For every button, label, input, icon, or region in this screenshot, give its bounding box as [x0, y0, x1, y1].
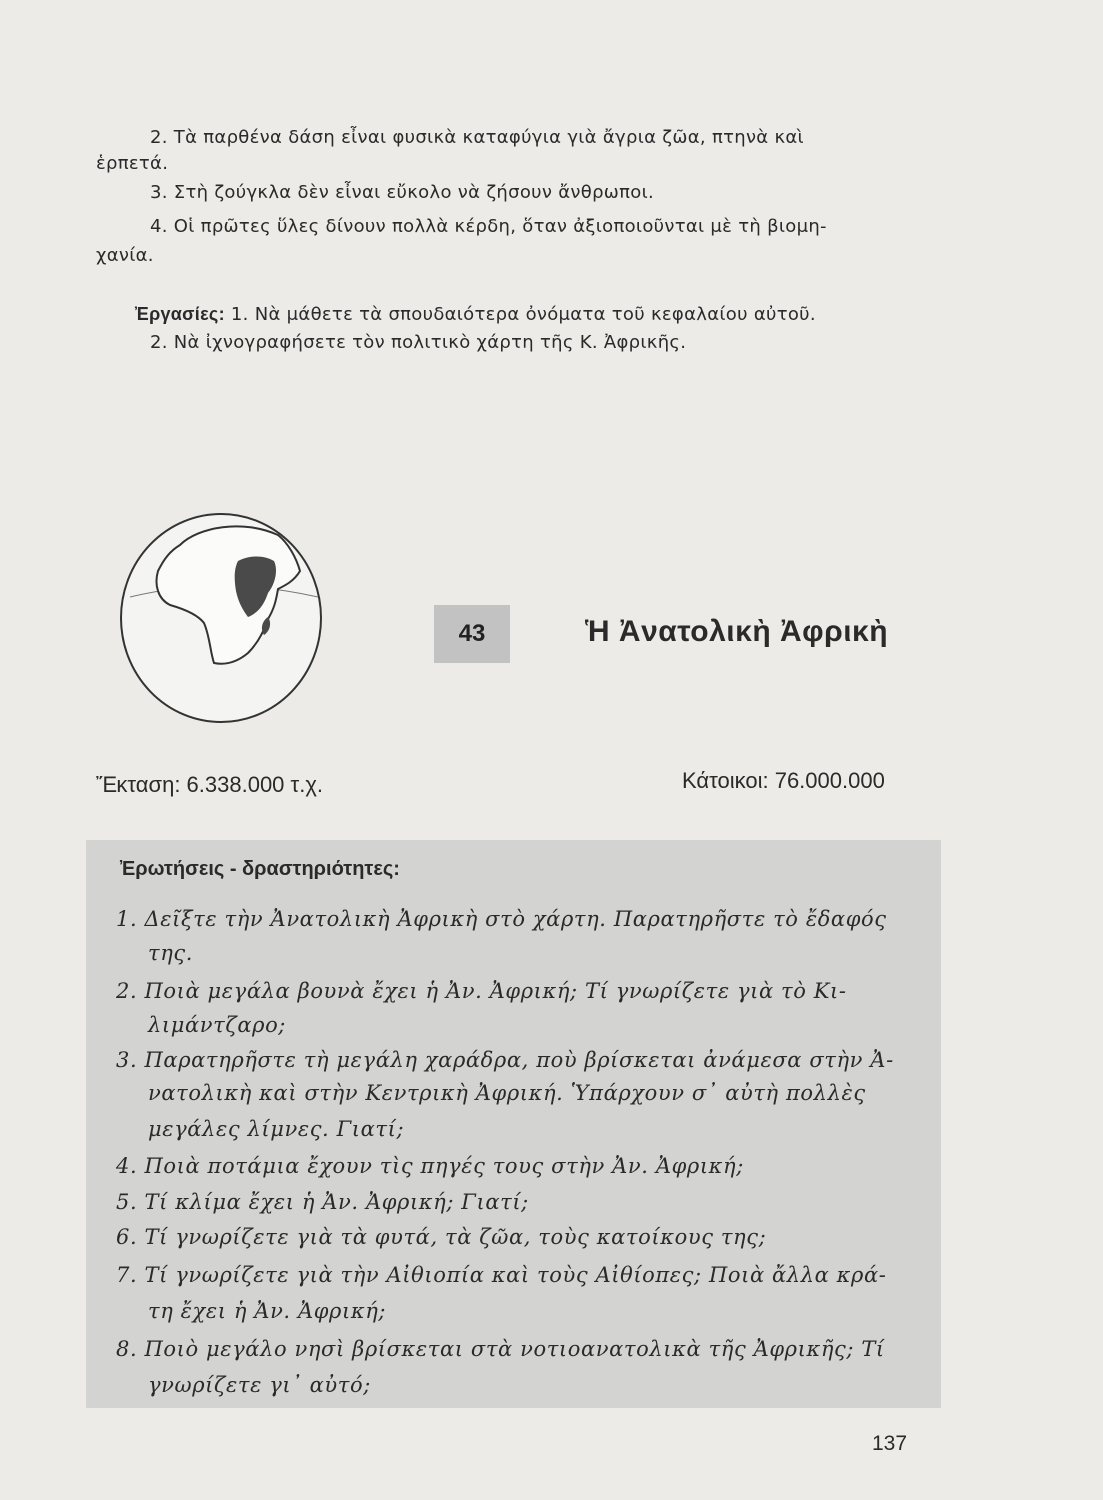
intro-line-2: ἑρπετά.: [96, 153, 169, 174]
intro-line-4: 4. Οἱ πρῶτες ὕλες δίνουν πολλὰ κέρδη, ὅταν ἀξιοποιοῦνται μὲ τὴ βιομη-: [150, 216, 827, 237]
chapter-title: Ἡ Ἀνατολικὴ Ἀφρικὴ: [585, 615, 889, 648]
page-number: 137: [872, 1432, 908, 1455]
area-stat: Ἔκταση: 6.338.000 τ.χ.: [96, 772, 323, 797]
tasks-line-1: [135, 302, 816, 327]
question-line: 4. Ποιὰ ποτάμια ἔχουν τὶς πηγές τους στὴν Ἀν. Ἀφρική;: [116, 1154, 744, 1178]
question-line: μεγάλες λίμνες. Γιατί;: [148, 1117, 405, 1141]
africa-globe-locator-icon: [118, 505, 328, 725]
intro-line-1: 2. Τὰ παρθένα δάση εἶναι φυσικὰ καταφύγια γιὰ ἄγρια ζῶα, πτηνὰ καὶ: [150, 127, 804, 148]
question-line: 2. Ποιὰ μεγάλα βουνὰ ἔχει ἡ Ἀν. Ἀφρική; Τί γνωρίζετε γιὰ τὸ Κι-: [116, 979, 847, 1003]
question-line: νατολικὴ καὶ στὴν Κεντρικὴ Ἀφρική. Ὑπάρχουν σ᾽ αὐτὴ πολλὲς: [148, 1081, 866, 1105]
question-line: της.: [148, 941, 194, 965]
tasks-label: Ἐργασίες:: [135, 304, 225, 324]
task-1: 1. Νὰ μάθετε τὰ σπουδαιότερα ὀνόματα τοῦ κεφαλαίου αὐτοῦ.: [230, 304, 816, 325]
question-line: τη ἔχει ἡ Ἀν. Ἀφρική;: [148, 1299, 387, 1323]
chapter-number-badge: 43: [434, 605, 510, 663]
question-line: 3. Παρατηρῆστε τὴ μεγάλη χαράδρα, ποὺ βρίσκεται ἀνάμεσα στὴν Ἀ-: [116, 1048, 894, 1072]
question-line: 8. Ποιὸ μεγάλο νησὶ βρίσκεται στὰ νοτιοανατολικὰ τῆς Ἀφρικῆς; Τί: [116, 1337, 885, 1361]
question-line: λιμάντζαρο;: [148, 1013, 286, 1037]
task-2: 2. Νὰ ἰχνογραφήσετε τὸν πολιτικὸ χάρτη τῆς Κ. Ἀφρικῆς.: [150, 332, 687, 353]
intro-line-3: 3. Στὴ ζούγκλα δὲν εἶναι εὔκολο νὰ ζήσουν ἄνθρωποι.: [150, 182, 655, 203]
question-line: 1. Δεῖξτε τὴν Ἀνατολικὴ Ἀφρικὴ στὸ χάρτη. Παρατηρῆστε τὸ ἔδαφός: [116, 907, 887, 931]
question-line: 7. Τί γνωρίζετε γιὰ τὴν Αἰθιοπία καὶ τοὺς Αἰθίοπες; Ποιὰ ἄλλα κρά-: [116, 1263, 887, 1287]
question-line: γνωρίζετε γι᾽ αὐτό;: [148, 1373, 371, 1397]
intro-line-5: χανία.: [96, 245, 154, 266]
population-stat: Κάτοικοι: 76.000.000: [682, 768, 885, 793]
questions-title: Ἐρωτήσεις - δραστηριότητες:: [120, 858, 400, 880]
question-line: 5. Τί κλίμα ἔχει ἡ Ἀν. Ἀφρική; Γιατί;: [116, 1190, 529, 1214]
question-line: 6. Τί γνωρίζετε γιὰ τὰ φυτά, τὰ ζῶα, τοὺς κατοίκους της;: [116, 1225, 767, 1249]
